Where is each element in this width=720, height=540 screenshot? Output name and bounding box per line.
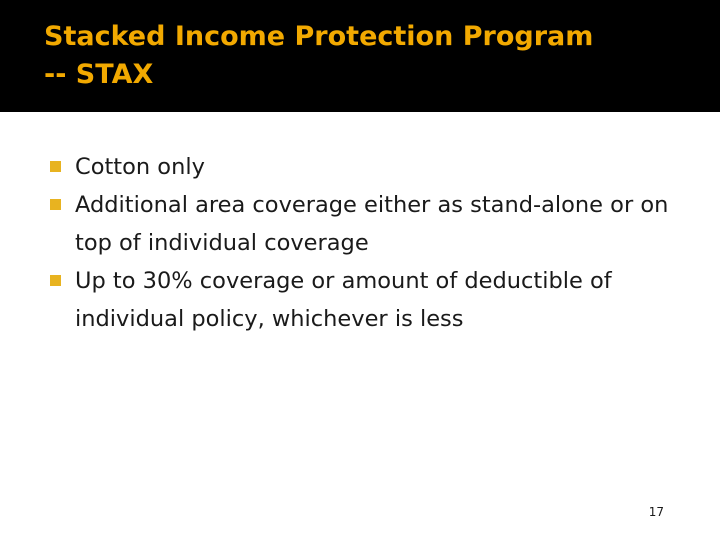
square-bullet-icon (50, 275, 61, 286)
slide-title-line-2: -- STAX (44, 59, 154, 90)
slide-title-line-1: Stacked Income Protection Program (44, 21, 594, 52)
slide-title (44, 18, 694, 94)
bullet-list (50, 148, 680, 338)
title-bar (0, 0, 720, 112)
square-bullet-icon (50, 161, 61, 172)
bullet-text: Additional area coverage either as stand-alone or on top of individual coverage (75, 192, 669, 256)
square-bullet-icon (50, 199, 61, 210)
slide-number: 17 (648, 505, 664, 519)
bullet-item-coverage-limit (50, 262, 680, 338)
bullet-item-cotton-only (50, 148, 680, 186)
bullet-text: Up to 30% coverage or amount of deductible of individual policy, whichever is less (75, 268, 612, 332)
bullet-text: Cotton only (75, 154, 205, 180)
bullet-item-additional-area-coverage (50, 186, 680, 262)
